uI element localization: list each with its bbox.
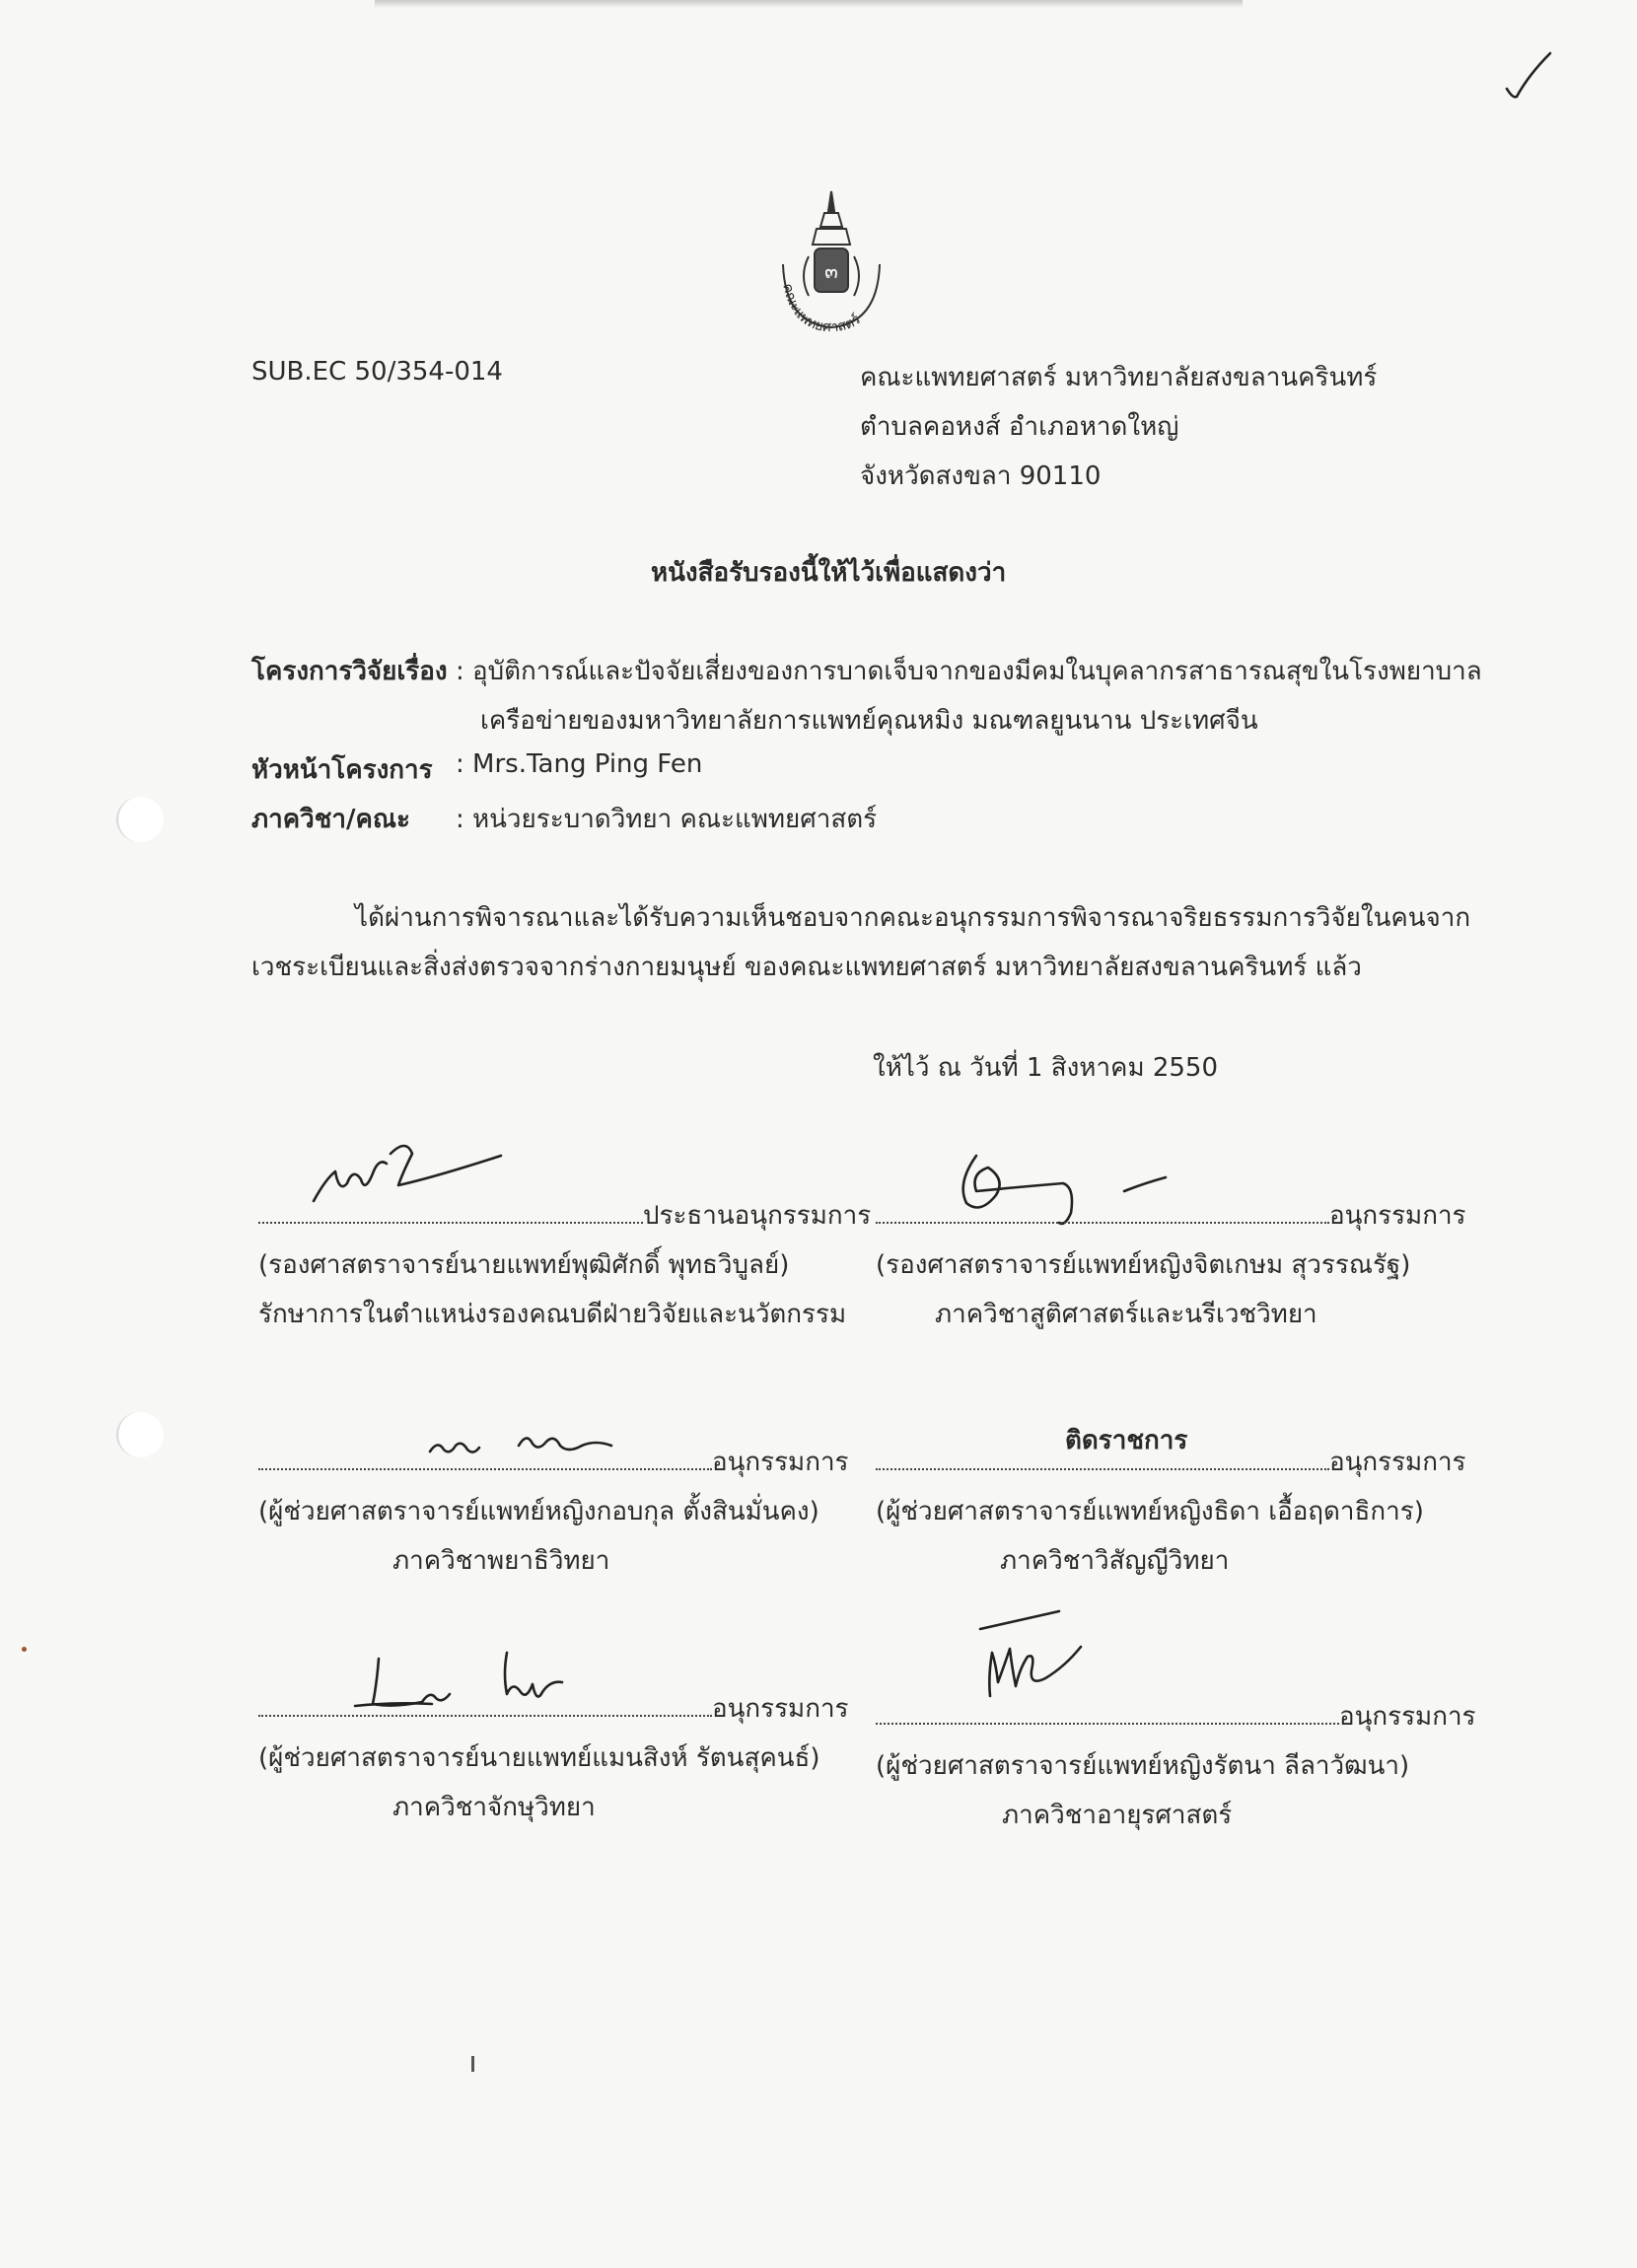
department-value: : หน่วยระบาดวิทยา คณะแพทยศาสตร์ [456,805,878,834]
role-member-2: อนุกรรมการ [1329,1201,1466,1231]
head-value: : Mrs.Tang Ping Fen [456,749,703,779]
punch-hole-bottom [116,1412,164,1457]
signer-name-3: (ผู้ช่วยศาสตราจารย์แพทย์หญิงกอบกุล ตั้งสินมั่นคง) [258,1497,819,1526]
signer-name-6: (ผู้ช่วยศาสตราจารย์แพทย์หญิงรัตนา ลีลาวัฒนา) [876,1751,1410,1781]
address-line-3: จังหวัดสงขลา 90110 [860,461,1102,491]
role-member-3: อนุกรรมการ [712,1448,849,1477]
signer-position-3: ภาควิชาพยาธิวิทยา [392,1546,610,1576]
scan-speck [22,1647,27,1652]
signature-line-member-6 [876,1696,1476,1736]
signature-line-member-2 [876,1195,1466,1236]
svg-text:๓: ๓ [824,259,838,283]
role-member-6: อนุกรรมการ [1339,1702,1476,1732]
document-reference: SUB.EC 50/354-014 [251,357,503,387]
check-mark-icon [1499,47,1558,106]
project-label: โครงการวิจัยเรื่อง [251,657,448,686]
signer-name-4: (ผู้ช่วยศาสตราจารย์แพทย์หญิงธิดา เอื้อฤดาธิการ) [876,1497,1424,1526]
scan-edge-shadow [375,0,1243,8]
address-line-1: คณะแพทยศาสตร์ มหาวิทยาลัยสงขลานครินทร์ [860,363,1378,392]
address-line-2: ตำบลคอหงส์ อำเภอหาดใหญ่ [860,412,1179,442]
signer-name-1: (รองศาสตราจารย์นายแพทย์พุฒิศักดิ์ พุทธวิบูลย์) [258,1250,790,1280]
department-label: ภาควิชา/คณะ [251,805,410,834]
signer-position-4: ภาควิชาวิสัญญีวิทยา [1000,1546,1230,1576]
faculty-seal-logo-icon [769,187,893,335]
punch-hole-top [116,797,164,842]
signer-position-2: ภาควิชาสูติศาสตร์และนรีเวชวิทยา [935,1300,1317,1329]
signer-position-5: ภาควิชาจักษุวิทยา [392,1793,596,1822]
head-label: หัวหน้าโครงการ [251,755,433,785]
role-member-5: อนุกรรมการ [712,1694,849,1724]
body-line-2: เวชระเบียนและสิ่งส่งตรวจจากร่างกายมนุษย์ ของคณะแพทยศาสตร์ มหาวิทยาลัยสงขลานครินทร์ แล้ว [251,953,1362,982]
scan-speck [471,2056,474,2072]
project-title-line-1: : อุบัติการณ์และปัจจัยเสี่ยงของการบาดเจ็บจากของมีคมในบุคลากรสาธารณสุขในโรงพยาบาล [456,657,1482,686]
signature-line-member-3 [258,1442,849,1482]
role-chairman: ประธานอนุกรรมการ [643,1201,872,1231]
issue-date: ให้ไว้ ณ วันที่ 1 สิงหาคม 2550 [873,1053,1219,1083]
certificate-heading: หนังสือรับรองนี้ให้ไว้เพื่อแสดงว่า [651,558,1007,588]
away-on-duty-note: ติดราชการ [1065,1426,1188,1455]
signer-name-5: (ผู้ช่วยศาสตราจารย์นายแพทย์แมนสิงห์ รัตนสุคนธ์) [258,1743,820,1773]
signer-name-2: (รองศาสตราจารย์แพทย์หญิงจิตเกษม สุวรรณรัฐ) [876,1250,1411,1280]
seal-text: คณะแพทยศาสตร์ [779,282,864,335]
signer-position-6: ภาควิชาอายุรศาสตร์ [1002,1801,1233,1830]
signature-line-chairman [258,1195,871,1236]
project-title-line-2: เครือข่ายของมหาวิทยาลัยการแพทย์คุณหมิง มณฑลยูนนาน ประเทศจีน [480,706,1258,736]
signer-position-1: รักษาการในตำแหน่งรองคณบดีฝ่ายวิจัยและนวัตกรรม [258,1300,847,1329]
signature-line-member-4 [876,1442,1466,1482]
body-line-1: ได้ผ่านการพิจารณาและได้รับความเห็นชอบจากคณะอนุกรรมการพิจารณาจริยธรรมการวิจัยในคนจาก [355,903,1471,933]
signature-line-member-5 [258,1688,849,1729]
role-member-4: อนุกรรมการ [1329,1448,1466,1477]
